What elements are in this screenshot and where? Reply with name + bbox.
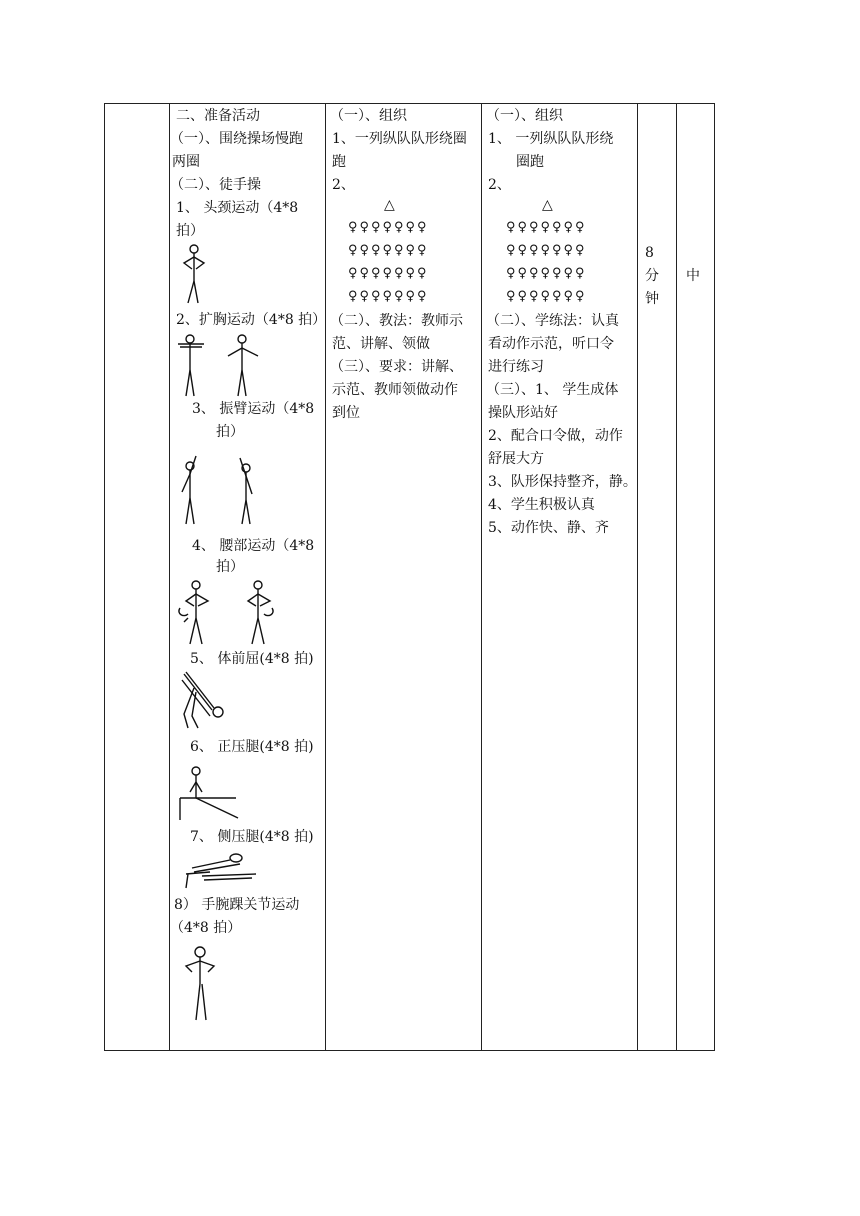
table-col-border-2: [325, 103, 326, 1051]
exercise-8: 8） 手腕踝关节运动: [174, 897, 300, 913]
org-line-2: 2、: [332, 177, 355, 193]
waist-figures: [174, 578, 278, 646]
table-col-border-5: [676, 103, 677, 1051]
formation-row-1: ♀♀♀♀♀♀♀: [348, 220, 429, 235]
forward-leg-press-figure: [176, 764, 246, 822]
exercise-1: 1、 头颈运动（4*8: [176, 200, 299, 216]
table-bottom-border: [104, 1050, 715, 1051]
duration-unit-2: 钟: [645, 291, 659, 307]
side-leg-press-figure: [182, 850, 262, 892]
table-top-border: [104, 103, 715, 104]
exercise-2: 2、扩胸运动（4*8 拍）: [176, 312, 327, 328]
intensity-level: 中: [686, 268, 700, 284]
student-requirement-1-cont: 操队形站好: [488, 405, 558, 421]
exercise-1-cont: 拍）: [176, 223, 204, 239]
student-teacher-marker: △: [542, 197, 553, 213]
exercise-4-cont: 拍）: [216, 559, 244, 575]
section-title: 二、准备活动: [176, 108, 260, 124]
table-col-border-1: [169, 103, 170, 1051]
wrist-ankle-figure: [180, 944, 224, 1022]
head-neck-figure: [176, 243, 216, 305]
exercise-3: 3、 振臂运动（4*8: [192, 401, 315, 417]
forward-bend-figure: [180, 670, 228, 732]
teaching-method: （二）、教法：教师示: [330, 313, 463, 329]
student-org-line-1-cont: 圈跑: [516, 154, 544, 170]
student-formation-row-4: ♀♀♀♀♀♀♀: [506, 289, 587, 304]
student-requirement-2-cont: 舒展大方: [488, 451, 544, 467]
chest-expansion-figures: [176, 332, 266, 398]
exercise-6: 6、 正压腿(4*8 拍): [190, 739, 314, 755]
org-title-student: （一）、组织: [486, 108, 563, 124]
student-formation-row-2: ♀♀♀♀♀♀♀: [506, 243, 587, 258]
duration-unit-1: 分: [645, 268, 659, 284]
student-requirement-4: 4、学生积极认真: [488, 497, 595, 513]
jog-item: （一）、围绕操场慢跑: [170, 131, 303, 147]
student-formation-row-1: ♀♀♀♀♀♀♀: [506, 220, 587, 235]
table-col-border-0: [104, 103, 105, 1051]
exercise-7: 7、 侧压腿(4*8 拍): [190, 829, 314, 845]
formation-row-3: ♀♀♀♀♀♀♀: [348, 266, 429, 281]
exercise-5: 5、 体前屈(4*8 拍): [190, 651, 314, 667]
student-org-line-1: 1、 一列纵队队形绕: [488, 131, 614, 147]
formation-row-2: ♀♀♀♀♀♀♀: [348, 243, 429, 258]
arm-swing-figures: [176, 454, 266, 526]
student-formation-row-3: ♀♀♀♀♀♀♀: [506, 266, 587, 281]
table-col-border-4: [637, 103, 638, 1051]
student-requirement-3: 3、队形保持整齐，静。: [488, 474, 637, 490]
learning-method: （二）、学练法：认真: [486, 313, 619, 329]
table-col-border-6: [714, 103, 715, 1051]
table-col-border-3: [481, 103, 482, 1051]
exercise-4: 4、 腰部运动（4*8: [192, 538, 315, 554]
exercise-8-cont: （4*8 拍）: [170, 920, 242, 936]
student-requirement-2: 2、配合口令做，动作: [488, 428, 623, 444]
student-requirement-1: （三）、1、 学生成体: [486, 382, 619, 398]
org-line-1: 1、一列纵队队形绕圈: [332, 131, 467, 147]
teacher-marker: △: [384, 197, 395, 213]
teacher-requirements-cont: 示范、教师领做动作: [332, 382, 458, 398]
duration-number: 8: [645, 245, 654, 261]
student-org-line-2: 2、: [488, 177, 511, 193]
teacher-requirements: （三）、要求：讲解、: [330, 359, 463, 375]
student-requirement-5: 5、动作快、静、齐: [488, 520, 609, 536]
teacher-requirements-end: 到位: [332, 405, 360, 421]
formation-row-4: ♀♀♀♀♀♀♀: [348, 289, 429, 304]
learning-method-cont: 看动作示范，听口令: [488, 336, 614, 352]
exercise-3-cont: 拍）: [216, 424, 244, 440]
org-title-teacher: （一）、组织: [330, 108, 407, 124]
learning-method-end: 进行练习: [488, 359, 544, 375]
teaching-method-cont: 范、讲解、领做: [332, 336, 430, 352]
jog-item-cont: 两圈: [172, 154, 200, 170]
org-line-1-cont: 跑: [332, 154, 346, 170]
calisthenics-item: （二）、徒手操: [170, 177, 261, 193]
